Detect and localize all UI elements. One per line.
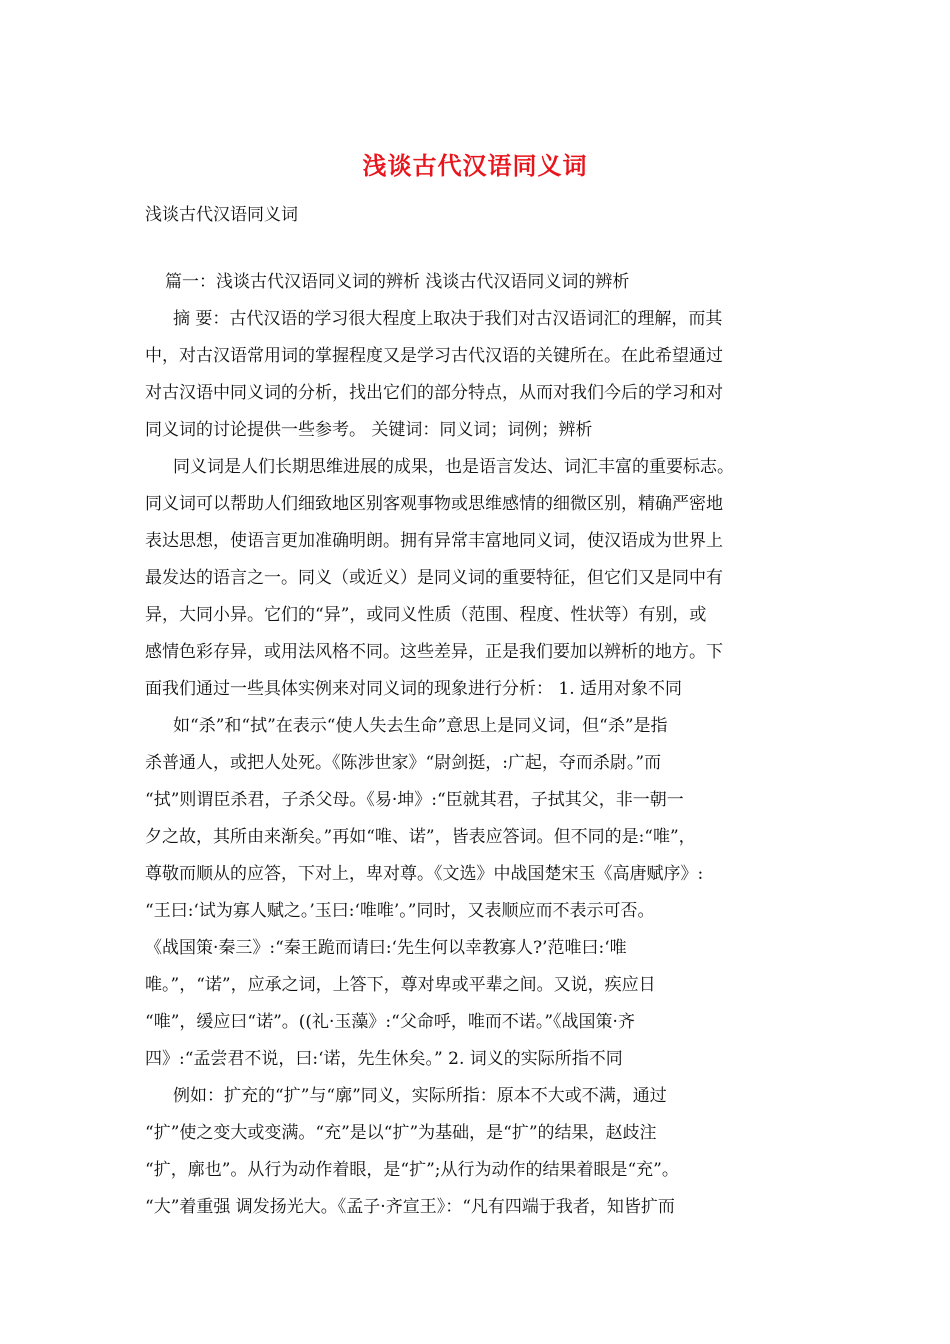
text-line: 尊敬而顺从的应答，下对上，卑对尊。《文选》中战国楚宋玉《高唐赋序》: xyxy=(145,864,704,884)
text-line: “唯”，缓应曰“诺”。((礼·玉藻》:“父命呼，唯而不诺。”《战国策·齐 xyxy=(145,1012,635,1032)
text-line: “王曰:‘试为寡人赋之。’玉曰:‘唯唯’。”同时，又表顺应而不表示可否。 xyxy=(145,901,655,921)
text-line: 篇一：浅谈古代汉语同义词的辨析 浅谈古代汉语同义词的辨析 xyxy=(165,272,630,292)
document-body xyxy=(145,264,810,1226)
text-line: 对古汉语中同义词的分析，找出它们的部分特点，从而对我们今后的学习和对 xyxy=(145,383,723,403)
text-line: “扩，廓也”。从行为动作着眼，是“扩”;从行为动作的结果着眼是“充”。 xyxy=(145,1160,679,1180)
text-line: 同义词的讨论提供一些参考。 关键词：同义词；词例；辨析 xyxy=(145,420,593,440)
text-line: “大”着重强 调发扬光大。《孟子·齐宣王》：“凡有四端于我者，知皆扩而 xyxy=(145,1197,675,1217)
text-line: 表达思想，使语言更加准确明朗。拥有异常丰富地同义词，使汉语成为世界上 xyxy=(145,531,723,551)
text-line: 夕之故，其所由来渐矣。”再如“唯、诺”，皆表应答词。但不同的是:“唯”， xyxy=(145,827,696,847)
document-subtitle: 浅谈古代汉语同义词 xyxy=(145,205,298,225)
text-line: 唯。”，“诺”，应承之词，上答下，尊对卑或平辈之间。又说，疾应日 xyxy=(145,975,656,995)
text-line: 感情色彩存异，或用法风格不同。这些差异，正是我们要加以辨析的地方。下 xyxy=(145,642,723,662)
text-line: 例如：扩充的“扩”与“廓”同义，实际所指：原本不大或不满，通过 xyxy=(173,1086,667,1106)
text-line: 中，对古汉语常用词的掌握程度又是学习古代汉语的关键所在。在此希望通过 xyxy=(145,346,723,366)
text-line: 同义词可以帮助人们细致地区别客观事物或思维感情的细微区别，精确严密地 xyxy=(145,494,723,514)
text-line: 最发达的语言之一。同义（或近义）是同义词的重要特征，但它们又是同中有 xyxy=(145,568,723,588)
text-line: 《战国策·秦三》:“秦王跪而请曰:‘先生何以幸教寡人?’范唯曰:‘唯 xyxy=(145,938,627,958)
text-line: 四》:“孟尝君不说，曰:‘诺，先生休矣。” 2. 词义的实际所指不同 xyxy=(145,1049,623,1069)
text-line: 摘 要：古代汉语的学习很大程度上取决于我们对古汉语词汇的理解，而其 xyxy=(173,309,723,329)
text-line: “拭”则谓臣杀君，子杀父母。《易·坤》:“臣就其君，子拭其父，非一朝一 xyxy=(145,790,684,810)
text-line: 如“杀”和“拭”在表示“使人失去生命”意思上是同义词，但“杀”是指 xyxy=(173,716,668,736)
text-line: 杀普通人，或把人处死。《陈涉世家》“尉剑挺，:广起，夺而杀尉。”而 xyxy=(145,753,662,773)
text-line: “扩”使之变大或变满。“充”是以“扩”为基础，是“扩”的结果，赵歧注 xyxy=(145,1123,657,1143)
text-line: 同义词是人们长期思维进展的成果，也是语言发达、词汇丰富的重要标志。 xyxy=(173,457,734,477)
text-line: 面我们通过一些具体实例来对同义词的现象进行分析： 1. 适用对象不同 xyxy=(145,679,683,699)
document-title: 浅谈古代汉语同义词 xyxy=(362,151,588,180)
text-line: 异，大同小异。它们的“异”，或同义性质（范围、程度、性状等）有别，或 xyxy=(145,605,707,625)
